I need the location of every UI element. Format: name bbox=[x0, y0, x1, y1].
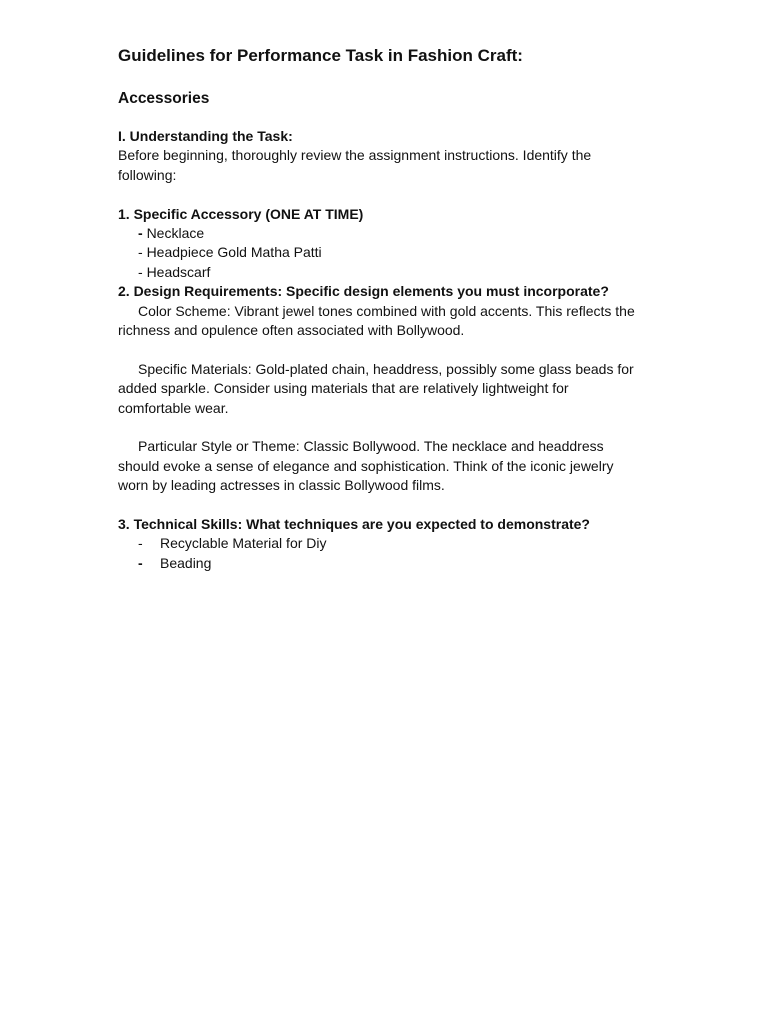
paragraph-line: richness and opulence often associated with Bollywood. bbox=[118, 322, 465, 339]
section-specific-accessory bbox=[118, 205, 658, 283]
list-item-text: Headscarf bbox=[146, 263, 211, 280]
section-technical-skills bbox=[118, 515, 658, 573]
paragraph-line: Particular Style or Theme: Classic Bollywood. The necklace and headdress bbox=[138, 438, 604, 455]
section-design-requirements bbox=[118, 282, 658, 495]
list-item-text: Beading bbox=[160, 554, 212, 571]
section-understanding-task bbox=[118, 127, 658, 185]
paragraph-line: worn by leading actresses in classic Bollywood films. bbox=[118, 477, 445, 494]
paragraph-line: Color Scheme: Vibrant jewel tones combined with gold accents. This reflects the bbox=[138, 302, 635, 319]
list-item: - Recyclable Material for Diy bbox=[118, 534, 658, 553]
list-item: - Headpiece Gold Matha Patti bbox=[138, 244, 322, 261]
section-heading: I. Understanding the Task: bbox=[118, 128, 293, 144]
document-subtitle: Accessories bbox=[118, 90, 210, 107]
paragraph-line: should evoke a sense of elegance and sophistication. Think of the iconic jewelry bbox=[118, 457, 614, 474]
section-heading: 3. Technical Skills: What techniques are you expected to demonstrate? bbox=[118, 516, 590, 533]
paragraph-line: added sparkle. Consider using materials that are relatively lightweight for bbox=[118, 380, 569, 397]
list-item-text: Headpiece Gold Matha Patti bbox=[146, 244, 322, 261]
list-item-text: Necklace bbox=[146, 225, 205, 242]
list-item: - Beading bbox=[118, 554, 658, 573]
section-heading: 2. Design Requirements: Specific design elements you must incorporate? bbox=[118, 283, 609, 300]
list-item-text: Recyclable Material for Diy bbox=[160, 535, 327, 552]
paragraph-line: following: bbox=[118, 166, 177, 183]
section-heading: 1. Specific Accessory (ONE AT TIME) bbox=[118, 205, 364, 222]
paragraph-line: Before beginning, thoroughly review the assignment instructions. Identify the bbox=[118, 147, 592, 164]
paragraph-line: Specific Materials: Gold-plated chain, headdress, possibly some glass beads for bbox=[138, 360, 634, 377]
list-item: - Headscarf bbox=[138, 263, 211, 280]
document-title: Guidelines for Performance Task in Fashion Craft: bbox=[118, 46, 523, 65]
list-item: - Necklace bbox=[138, 225, 205, 242]
document-page bbox=[118, 44, 658, 573]
paragraph-line: comfortable wear. bbox=[118, 399, 229, 416]
